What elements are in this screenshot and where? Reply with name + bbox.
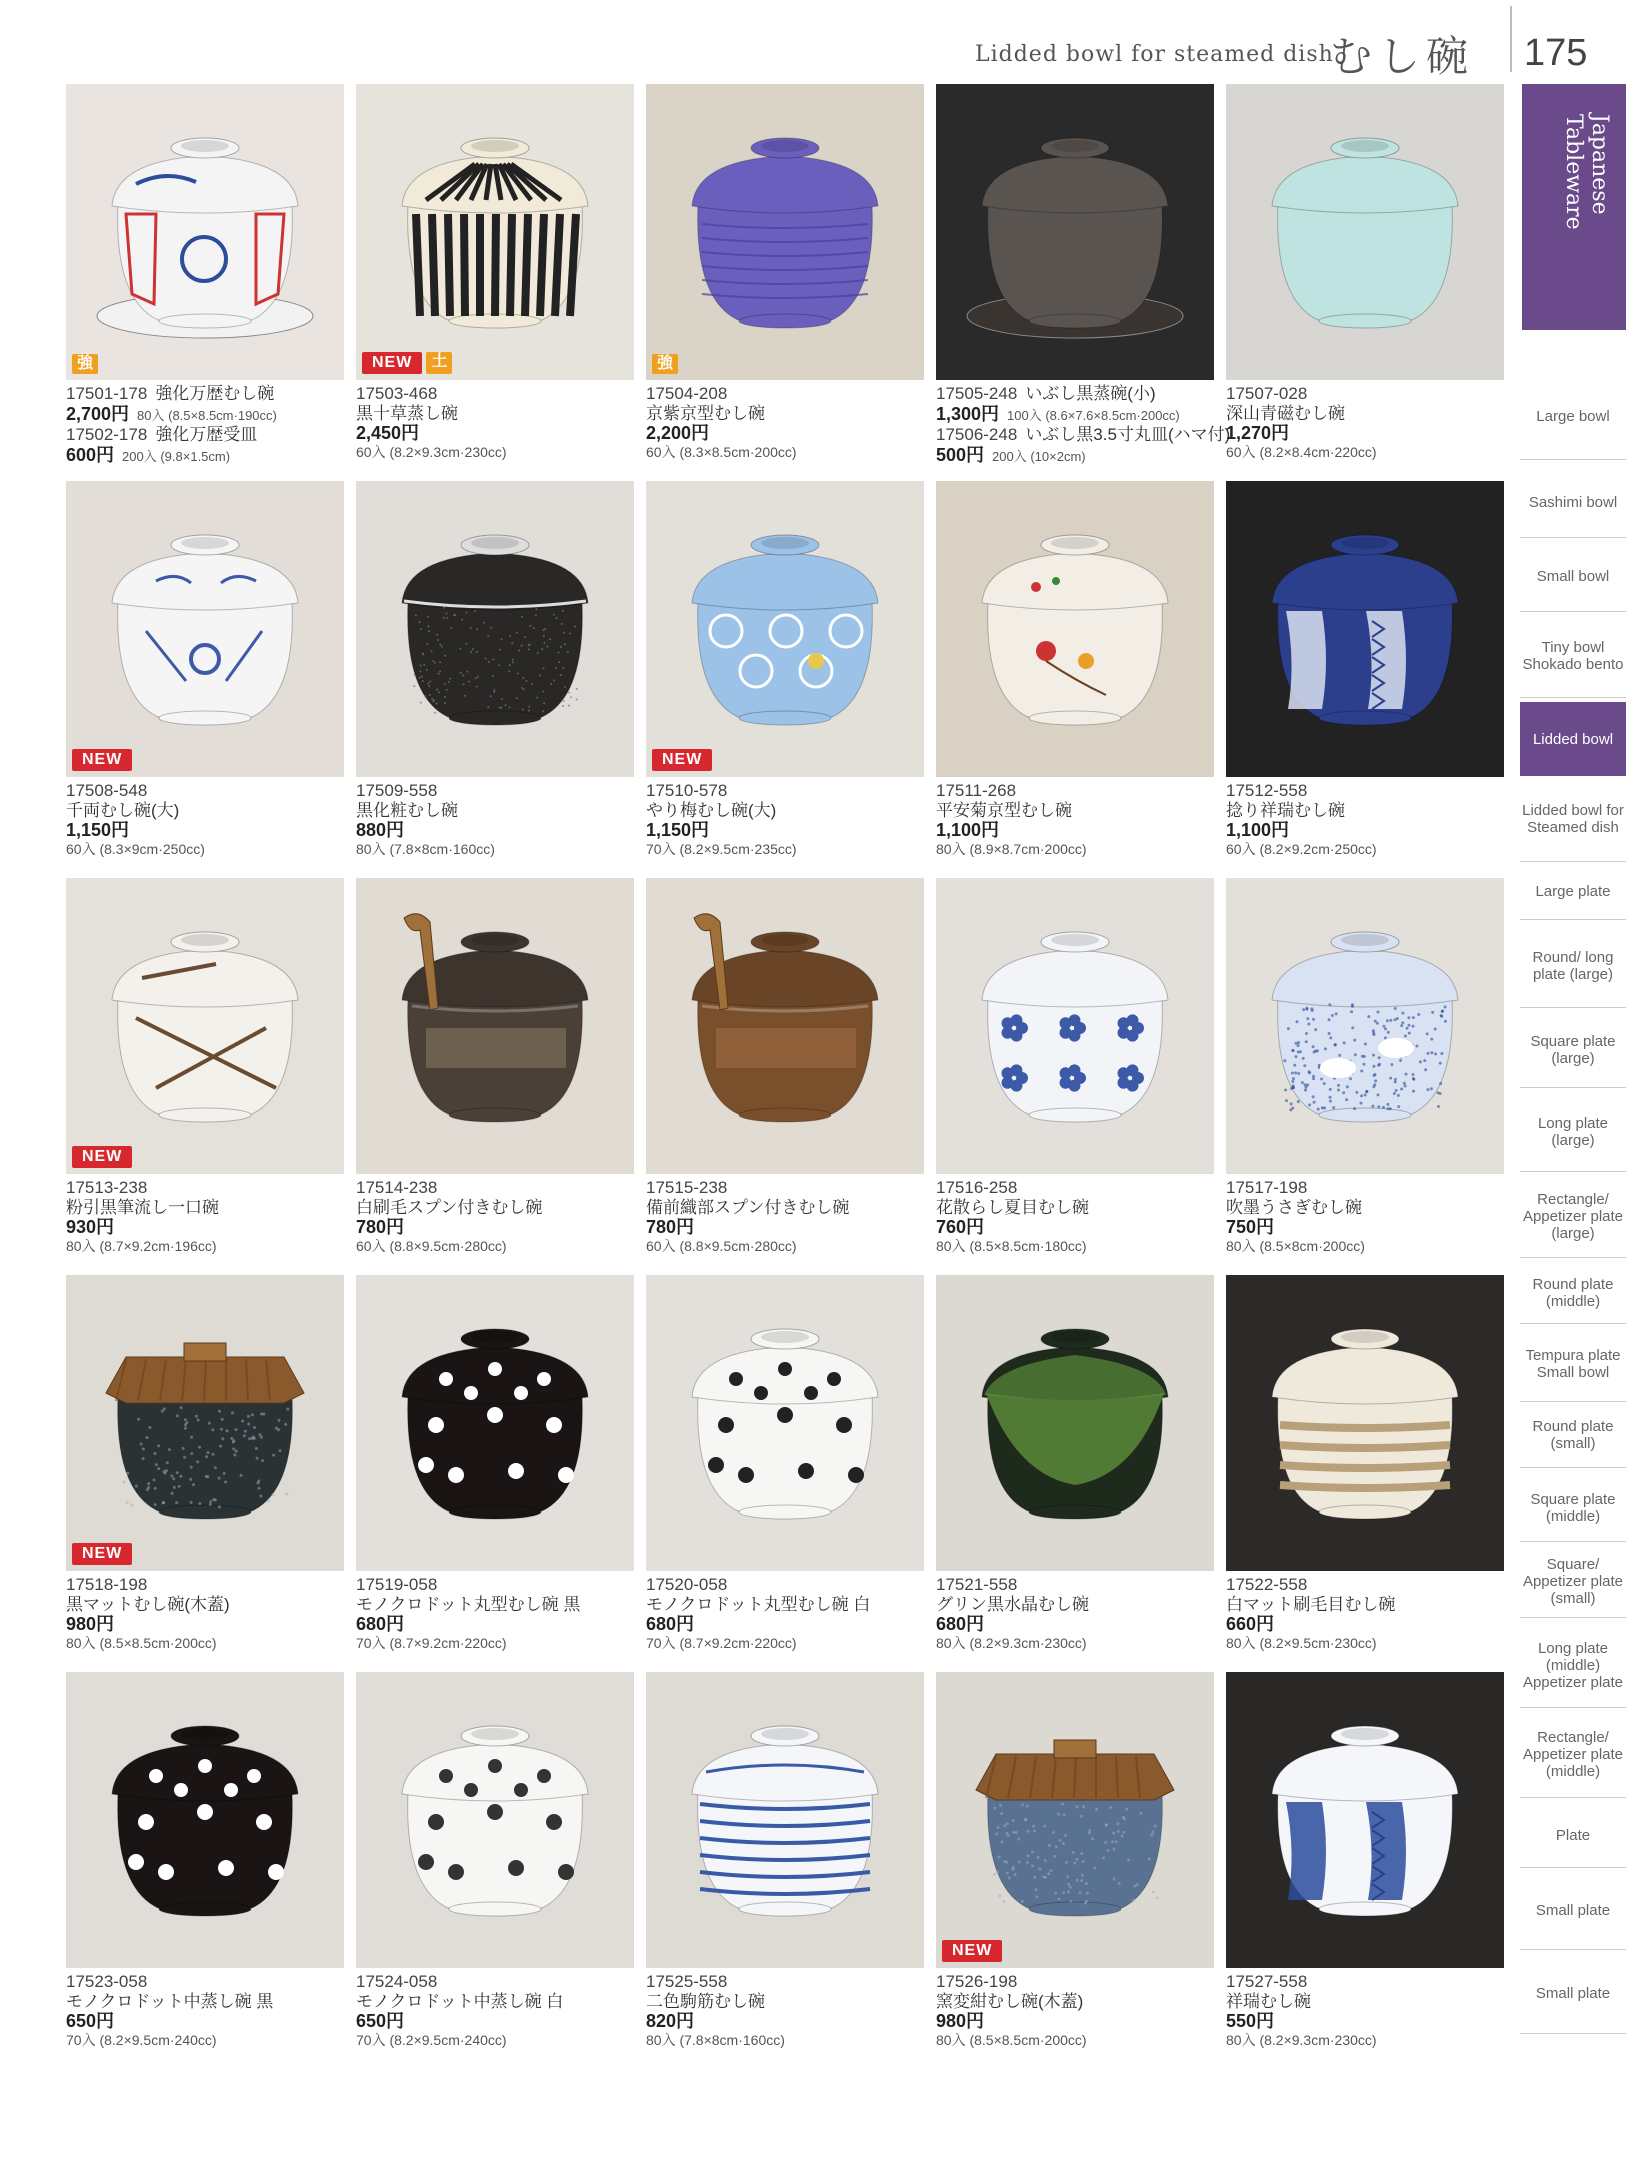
product-spec: 60入 (8.8×9.5cm·280cc) bbox=[356, 1238, 507, 1254]
product-spec: 60入 (8.8×9.5cm·280cc) bbox=[646, 1238, 797, 1254]
product-code: 17503-468 bbox=[356, 384, 438, 403]
product-line bbox=[936, 425, 1231, 445]
product-name-2: いぶし黒3.5寸丸皿(ハマ付) bbox=[1025, 425, 1231, 444]
product-spec: 60入 (8.2×8.4cm·220cc) bbox=[1226, 444, 1377, 460]
product-card[interactable] bbox=[646, 84, 924, 482]
product-line bbox=[66, 445, 356, 466]
product-spec: 80入 (8.7×9.2cm·196cc) bbox=[66, 1238, 217, 1254]
product-info bbox=[936, 384, 1231, 466]
new-badge: NEW bbox=[72, 1543, 132, 1565]
product-price: 2,450円 bbox=[356, 423, 420, 443]
product-spec: 80入 (8.5×8.5cm·190cc) bbox=[137, 408, 277, 423]
product-card[interactable] bbox=[936, 1672, 1214, 2070]
strength-badge: 強 bbox=[652, 354, 678, 374]
product-photo[interactable] bbox=[66, 878, 344, 1174]
product-price: 820円 bbox=[646, 2011, 695, 2031]
sidebar-item[interactable] bbox=[1520, 468, 1626, 538]
product-name: 白マット刷毛目むし碗 bbox=[1226, 1595, 1396, 1614]
product-photo[interactable] bbox=[936, 481, 1214, 777]
sidebar-item-label: Large plate bbox=[1535, 883, 1611, 900]
product-code: 17511-268 bbox=[936, 781, 1017, 800]
product-info bbox=[356, 781, 646, 858]
product-spec: 100入 (8.6×7.6×8.5cm·200cc) bbox=[1007, 408, 1180, 423]
product-spec: 80入 (8.5×8.5cm·200cc) bbox=[66, 1635, 217, 1651]
sidebar-item[interactable] bbox=[1520, 702, 1626, 776]
sidebar-item-label: Small plate bbox=[1535, 1902, 1611, 1919]
product-price: 780円 bbox=[646, 1217, 695, 1237]
product-info bbox=[66, 384, 356, 466]
sidebar-item[interactable] bbox=[1520, 1546, 1626, 1618]
product-price: 1,100円 bbox=[1226, 820, 1290, 840]
product-price: 660円 bbox=[1226, 1614, 1275, 1634]
sidebar-item-label: Long plate (large) bbox=[1537, 1114, 1609, 1149]
product-name: 祥瑞むし碗 bbox=[1226, 1992, 1311, 2011]
product-info bbox=[66, 1575, 356, 1652]
product-price: 1,150円 bbox=[646, 820, 710, 840]
product-price: 780円 bbox=[356, 1217, 405, 1237]
product-card[interactable] bbox=[646, 1672, 924, 2070]
sidebar-item[interactable] bbox=[1520, 1092, 1626, 1172]
product-info bbox=[646, 1178, 936, 1255]
product-price: 680円 bbox=[646, 1614, 695, 1634]
product-info bbox=[646, 1972, 936, 2049]
product-line bbox=[66, 425, 356, 445]
sidebar-item-label: Lidded bowl bbox=[1532, 730, 1614, 748]
product-card[interactable] bbox=[936, 481, 1214, 879]
product-code-2: 17502-178 bbox=[66, 425, 148, 444]
product-spec: 80入 (7.8×8cm·160cc) bbox=[356, 841, 495, 857]
sidebar-item-label: Sashimi bowl bbox=[1528, 494, 1618, 511]
product-card[interactable] bbox=[1226, 1275, 1504, 1673]
product-spec: 80入 (8.5×8.5cm·200cc) bbox=[936, 2032, 1087, 2048]
product-code: 17527-558 bbox=[1226, 1972, 1308, 1991]
product-price: 1,100円 bbox=[936, 820, 1000, 840]
product-line bbox=[66, 384, 356, 404]
sidebar-item-label: Round/ long plate (large) bbox=[1532, 948, 1614, 983]
product-price: 2,200円 bbox=[646, 423, 710, 443]
badge-group bbox=[652, 354, 678, 374]
product-code: 17512-558 bbox=[1226, 781, 1308, 800]
product-price: 680円 bbox=[936, 1614, 985, 1634]
badge-group bbox=[942, 1940, 1002, 1962]
product-name: モノクロドット丸型むし碗 白 bbox=[646, 1595, 871, 1614]
product-price: 1,150円 bbox=[66, 820, 130, 840]
product-spec: 70入 (8.7×9.2cm·220cc) bbox=[646, 1635, 797, 1651]
product-price: 750円 bbox=[1226, 1217, 1275, 1237]
product-code: 17516-258 bbox=[936, 1178, 1018, 1197]
product-name: 花散らし夏目むし碗 bbox=[936, 1198, 1089, 1217]
product-info bbox=[356, 1178, 646, 1255]
sidebar-item-label: Square/ Appetizer plate (small) bbox=[1522, 1556, 1624, 1607]
product-card[interactable] bbox=[646, 1275, 924, 1673]
product-name: 窯変紺むし碗(木蓋) bbox=[936, 1992, 1084, 2011]
product-name: 黒化粧むし碗 bbox=[356, 801, 458, 820]
product-spec: 80入 (7.8×8cm·160cc) bbox=[646, 2032, 785, 2048]
product-card[interactable] bbox=[66, 481, 344, 879]
product-name: やり梅むし碗(大) bbox=[646, 801, 777, 820]
sidebar-item-label: Plate bbox=[1555, 1827, 1591, 1844]
product-name: 黒マットむし碗(木蓋) bbox=[66, 1595, 230, 1614]
sidebar-item[interactable] bbox=[1520, 1624, 1626, 1708]
product-name-2: 強化万歴受皿 bbox=[155, 425, 258, 444]
product-info bbox=[936, 1178, 1226, 1255]
product-info bbox=[66, 1178, 356, 1255]
product-photo[interactable] bbox=[936, 878, 1214, 1174]
header-divider bbox=[1510, 6, 1512, 72]
product-code: 17519-058 bbox=[356, 1575, 438, 1594]
product-spec-2: 200入 (10×2cm) bbox=[992, 449, 1086, 464]
sidebar-item-label: Small plate bbox=[1535, 1985, 1611, 2002]
product-info bbox=[646, 781, 936, 858]
strength-badge: 強 bbox=[72, 354, 98, 374]
sidebar-item[interactable] bbox=[1520, 1712, 1626, 1798]
product-info bbox=[356, 384, 646, 461]
product-photo[interactable] bbox=[646, 878, 924, 1174]
product-code: 17513-238 bbox=[66, 1178, 148, 1197]
product-name: モノクロドット中蒸し碗 白 bbox=[356, 1992, 564, 2011]
product-info bbox=[936, 781, 1226, 858]
product-name: 捻り祥瑞むし碗 bbox=[1226, 801, 1345, 820]
sidebar-item-label: Rectangle/ Appetizer plate (middle) bbox=[1522, 1729, 1624, 1780]
product-card[interactable] bbox=[936, 878, 1214, 1276]
product-spec: 60入 (8.2×9.3cm·230cc) bbox=[356, 444, 507, 460]
sidebar-item-label: Round plate (small) bbox=[1532, 1417, 1614, 1452]
product-photo[interactable] bbox=[66, 481, 344, 777]
product-line bbox=[936, 445, 1226, 466]
product-info bbox=[1226, 1972, 1516, 2049]
product-info bbox=[1226, 781, 1516, 858]
product-code: 17507-028 bbox=[1226, 384, 1308, 403]
product-price: 980円 bbox=[936, 2011, 985, 2031]
product-price: 980円 bbox=[66, 1614, 115, 1634]
product-card[interactable] bbox=[936, 1275, 1214, 1673]
product-price: 760円 bbox=[936, 1217, 985, 1237]
product-code: 17522-558 bbox=[1226, 1575, 1308, 1594]
product-price: 680円 bbox=[356, 1614, 405, 1634]
product-card[interactable] bbox=[646, 481, 924, 879]
product-code: 17515-238 bbox=[646, 1178, 728, 1197]
product-name: 千両むし碗(大) bbox=[66, 801, 180, 820]
product-spec: 70入 (8.2×9.5cm·240cc) bbox=[356, 2032, 507, 2048]
product-code: 17517-198 bbox=[1226, 1178, 1308, 1197]
sidebar-item[interactable] bbox=[1520, 1326, 1626, 1402]
new-badge: NEW bbox=[362, 352, 422, 374]
product-price: 930円 bbox=[66, 1217, 115, 1237]
product-code: 17526-198 bbox=[936, 1972, 1018, 1991]
product-code: 17514-238 bbox=[356, 1178, 438, 1197]
product-code: 17520-058 bbox=[646, 1575, 728, 1594]
product-photo[interactable] bbox=[1226, 1672, 1504, 1968]
sidebar-item-label: Rectangle/ Appetizer plate (large) bbox=[1522, 1191, 1624, 1242]
product-card[interactable] bbox=[356, 878, 634, 1276]
product-spec: 70入 (8.2×9.5cm·235cc) bbox=[646, 841, 797, 857]
product-price: 1,270円 bbox=[1226, 423, 1290, 443]
product-photo[interactable] bbox=[356, 481, 634, 777]
product-card[interactable] bbox=[1226, 481, 1504, 879]
product-name: 平安菊京型むし碗 bbox=[936, 801, 1072, 820]
product-card[interactable] bbox=[356, 1275, 634, 1673]
new-badge: NEW bbox=[652, 749, 712, 771]
product-code: 17524-058 bbox=[356, 1972, 438, 1991]
product-price-2: 600円 bbox=[66, 445, 115, 465]
product-photo[interactable] bbox=[936, 84, 1214, 380]
product-card[interactable] bbox=[356, 1672, 634, 2070]
sidebar-item-label: Tempura plate Small bowl bbox=[1525, 1346, 1621, 1381]
product-info bbox=[936, 1972, 1226, 2049]
product-card[interactable] bbox=[1226, 878, 1504, 1276]
product-photo[interactable] bbox=[356, 1672, 634, 1968]
product-price: 550円 bbox=[1226, 2011, 1275, 2031]
product-photo[interactable] bbox=[936, 1672, 1214, 1968]
product-code: 17501-178 bbox=[66, 384, 148, 403]
product-name: モノクロドット中蒸し碗 黒 bbox=[66, 1992, 274, 2011]
product-photo[interactable] bbox=[936, 1275, 1214, 1571]
product-photo[interactable] bbox=[1226, 481, 1504, 777]
product-name: 京紫京型むし碗 bbox=[646, 404, 765, 423]
product-code: 17523-058 bbox=[66, 1972, 148, 1991]
sidebar-item-label: Lidded bowl for Steamed dish bbox=[1522, 801, 1624, 836]
product-spec: 80入 (8.2×9.3cm·230cc) bbox=[1226, 2032, 1377, 2048]
sidebar-item-label: Tiny bowl Shokado bento bbox=[1522, 638, 1624, 673]
section-title-jp: むし碗 bbox=[1330, 32, 1475, 81]
product-info bbox=[1226, 1178, 1516, 1255]
badge-group bbox=[652, 749, 712, 771]
product-info bbox=[66, 1972, 356, 2049]
product-spec: 80入 (8.5×8.5cm·180cc) bbox=[936, 1238, 1087, 1254]
product-code: 17508-548 bbox=[66, 781, 148, 800]
product-name: 二色駒筋むし碗 bbox=[646, 1992, 765, 2011]
page-number: 175 bbox=[1524, 32, 1588, 74]
earth-badge: 土 bbox=[426, 352, 452, 374]
product-photo[interactable] bbox=[356, 878, 634, 1174]
product-code: 17509-558 bbox=[356, 781, 438, 800]
sidebar-item[interactable] bbox=[1520, 924, 1626, 1008]
product-line bbox=[936, 404, 1226, 425]
product-photo[interactable] bbox=[66, 1275, 344, 1571]
sidebar-item-label: Square plate (large) bbox=[1530, 1032, 1616, 1067]
product-name: 白刷毛スプン付きむし碗 bbox=[356, 1198, 543, 1217]
sidebar-item[interactable] bbox=[1520, 1872, 1626, 1950]
product-card[interactable] bbox=[66, 1672, 344, 2070]
product-name: 強化万歴むし碗 bbox=[155, 384, 275, 403]
product-info bbox=[646, 1575, 936, 1652]
product-price: 650円 bbox=[66, 2011, 115, 2031]
sidebar-item-label: Square plate (middle) bbox=[1530, 1490, 1616, 1525]
product-photo[interactable] bbox=[646, 1672, 924, 1968]
new-badge: NEW bbox=[72, 749, 132, 771]
product-info bbox=[356, 1972, 646, 2049]
product-name: 深山青磁むし碗 bbox=[1226, 404, 1345, 423]
product-code-2: 17506-248 bbox=[936, 425, 1018, 444]
product-spec: 70入 (8.7×9.2cm·220cc) bbox=[356, 1635, 507, 1651]
product-code: 17510-578 bbox=[646, 781, 728, 800]
product-photo[interactable] bbox=[1226, 878, 1504, 1174]
badge-group bbox=[362, 352, 452, 374]
sidebar-item-label: Large bowl bbox=[1536, 408, 1610, 425]
product-photo[interactable] bbox=[646, 1275, 924, 1571]
badge-group bbox=[72, 1146, 132, 1168]
product-card[interactable] bbox=[646, 878, 924, 1276]
product-code: 17504-208 bbox=[646, 384, 728, 403]
sidebar-item[interactable] bbox=[1520, 542, 1626, 612]
new-badge: NEW bbox=[942, 1940, 1002, 1962]
product-spec: 80入 (8.5×8cm·200cc) bbox=[1226, 1238, 1365, 1254]
product-photo[interactable] bbox=[1226, 1275, 1504, 1571]
product-photo[interactable] bbox=[356, 1275, 634, 1571]
sidebar-item-label: Small bowl bbox=[1536, 568, 1610, 585]
sidebar-item[interactable] bbox=[1520, 1262, 1626, 1324]
product-info bbox=[1226, 384, 1516, 461]
product-card[interactable] bbox=[936, 84, 1231, 482]
product-code: 17505-248 bbox=[936, 384, 1018, 403]
sidebar-item[interactable] bbox=[1520, 374, 1626, 460]
product-info bbox=[1226, 1575, 1516, 1652]
badge-group bbox=[72, 354, 98, 374]
sidebar-tab-label: Japanese Tableware bbox=[1561, 114, 1612, 230]
product-photo[interactable] bbox=[646, 481, 924, 777]
product-price-2: 500円 bbox=[936, 445, 985, 465]
page-header bbox=[0, 0, 1648, 80]
product-card[interactable] bbox=[356, 84, 634, 482]
product-card[interactable] bbox=[1226, 84, 1504, 482]
product-spec: 80入 (8.2×9.5cm·230cc) bbox=[1226, 1635, 1377, 1651]
sidebar-tab[interactable] bbox=[1522, 84, 1626, 330]
sidebar-item[interactable] bbox=[1520, 614, 1626, 698]
product-spec: 70入 (8.2×9.5cm·240cc) bbox=[66, 2032, 217, 2048]
sidebar-item[interactable] bbox=[1520, 1474, 1626, 1542]
badge-group bbox=[72, 749, 132, 771]
sidebar-item-label: Round plate (middle) bbox=[1532, 1275, 1614, 1310]
product-photo[interactable] bbox=[66, 1672, 344, 1968]
product-code: 17525-558 bbox=[646, 1972, 728, 1991]
product-price: 2,700円 bbox=[66, 404, 130, 424]
product-spec: 60入 (8.2×9.2cm·250cc) bbox=[1226, 841, 1377, 857]
sidebar-item[interactable] bbox=[1520, 1176, 1626, 1258]
product-info bbox=[936, 1575, 1226, 1652]
product-card[interactable] bbox=[66, 84, 344, 482]
section-title-en: Lidded bowl for steamed dish bbox=[975, 42, 1334, 67]
product-name: 黒十草蒸し碗 bbox=[356, 404, 458, 423]
sidebar-item-label: Long plate (middle) Appetizer plate bbox=[1522, 1640, 1624, 1691]
sidebar-item[interactable] bbox=[1520, 1012, 1626, 1088]
new-badge: NEW bbox=[72, 1146, 132, 1168]
product-price: 880円 bbox=[356, 820, 405, 840]
product-code: 17518-198 bbox=[66, 1575, 148, 1594]
product-name: 備前織部スプン付きむし碗 bbox=[646, 1198, 850, 1217]
product-photo[interactable] bbox=[646, 84, 924, 380]
product-photo[interactable] bbox=[66, 84, 344, 380]
product-card[interactable] bbox=[356, 481, 634, 879]
product-spec-2: 200入 (9.8×1.5cm) bbox=[122, 449, 231, 464]
sidebar-item[interactable] bbox=[1520, 776, 1626, 862]
product-price: 1,300円 bbox=[936, 404, 1000, 424]
product-line bbox=[936, 384, 1226, 404]
product-name: 吹墨うさぎむし碗 bbox=[1226, 1198, 1362, 1217]
product-price: 650円 bbox=[356, 2011, 405, 2031]
product-line bbox=[66, 404, 356, 425]
product-name: グリン黒水晶むし碗 bbox=[936, 1595, 1089, 1614]
product-info bbox=[66, 781, 356, 858]
product-card[interactable] bbox=[66, 1275, 344, 1673]
sidebar-item[interactable] bbox=[1520, 1804, 1626, 1868]
badge-group bbox=[72, 1543, 132, 1565]
product-photo[interactable] bbox=[1226, 84, 1504, 380]
product-info bbox=[356, 1575, 646, 1652]
product-info bbox=[646, 384, 936, 461]
product-spec: 60入 (8.3×8.5cm·200cc) bbox=[646, 444, 797, 460]
product-name: 粉引黒筆流し一口碗 bbox=[66, 1198, 219, 1217]
product-name: いぶし黒蒸碗(小) bbox=[1025, 384, 1156, 403]
product-card[interactable] bbox=[1226, 1672, 1504, 2070]
product-code: 17521-558 bbox=[936, 1575, 1018, 1594]
product-spec: 80入 (8.2×9.3cm·230cc) bbox=[936, 1635, 1087, 1651]
product-photo[interactable] bbox=[356, 84, 634, 380]
sidebar-item[interactable] bbox=[1520, 864, 1626, 920]
product-card[interactable] bbox=[66, 878, 344, 1276]
product-spec: 60入 (8.3×9cm·250cc) bbox=[66, 841, 205, 857]
sidebar-item[interactable] bbox=[1520, 1402, 1626, 1468]
sidebar-item[interactable] bbox=[1520, 1954, 1626, 2034]
product-name: モノクロドット丸型むし碗 黒 bbox=[356, 1595, 581, 1614]
product-spec: 80入 (8.9×8.7cm·200cc) bbox=[936, 841, 1087, 857]
